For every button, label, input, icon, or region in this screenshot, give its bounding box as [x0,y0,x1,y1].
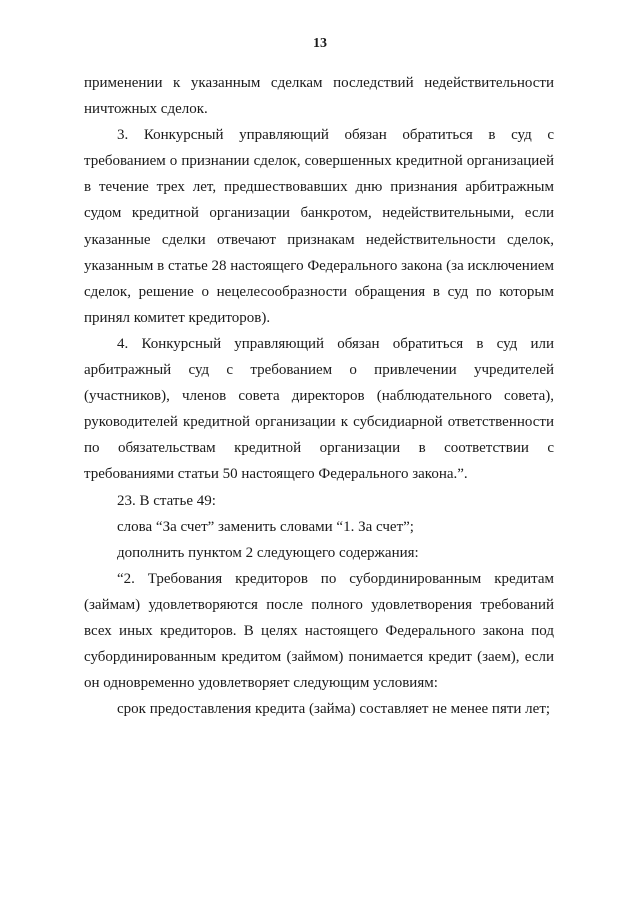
paragraph-replace-words: слова “За счет” заменить словами “1. За счет”; [117,518,414,535]
paragraph-item-4: 4. Конкурсный управляющий обязан обратиться в суд или арбитражный суд с требованием о привлечении учредителей (участников), членов совета директоров (наблюдательного совета), руководителей кредитной организации к субсидиарной ответственности по обязательствам кредитной организации в соответствии с требованиями статьи 50 настоящего Федерального закона.”. [84,335,554,483]
paragraph-point-2: “2. Требования кредиторов по субординированным кредитам (займам) удовлетворяются после полного удовлетворения требований всех иных кредиторов. В целях настоящего Федерального закона под субординированным кредитом (займом) понимается кредит (заем), если он одновременно удовлетворяет следующим условиям: [84,570,554,692]
paragraph-article-23: 23. В статье 49: [117,492,216,509]
paragraph-item-3: 3. Конкурсный управляющий обязан обратиться в суд с требованием о признании сделок, совершенных кредитной организацией в течение трех лет, предшествовавших дню признания арбитражным судом кредитной организации банкротом, недействительными, если указанные сделки отвечают признакам недействительности сделок, указанным в статье 28 настоящего Федерального закона (за исключением сделок, решение о нецелесообразности обращения в суд по которым принял комитет кредиторов). [84,127,554,326]
page-number: 13 [313,36,327,51]
document-body [84,70,554,722]
paragraph-add-point: дополнить пунктом 2 следующего содержания: [117,544,419,561]
paragraph-term-condition: срок предоставления кредита (займа) составляет не менее пяти лет; [117,701,551,718]
paragraph-continuation: применении к указанным сделкам последствий недействительности ничтожных сделок. [84,75,554,118]
